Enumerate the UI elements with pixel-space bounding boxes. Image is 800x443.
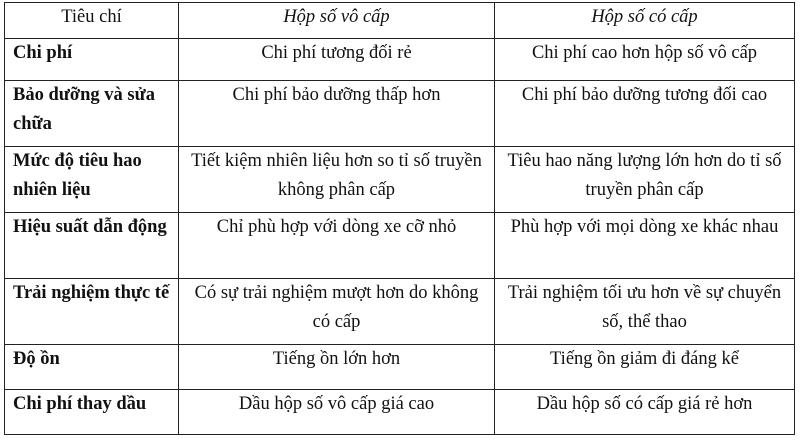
row-cvt-noise: Tiếng ồn lớn hơn — [179, 345, 495, 390]
row-cvt-experience: Có sự trải nghiệm mượt hơn do không có cấp — [179, 279, 495, 345]
row-criteria-oil-change: Chi phí thay dầu — [5, 390, 179, 435]
row-cvt-maintenance: Chi phí bảo dưỡng thấp hơn — [179, 81, 495, 147]
row-cvt-oil-change: Dầu hộp số vô cấp giá cao — [179, 390, 495, 435]
row-geared-experience: Trải nghiệm tối ưu hơn về sự chuyển số, thể thao — [495, 279, 795, 345]
header-criteria: Tiêu chí — [5, 3, 179, 39]
row-cvt-cost: Chi phí tương đối rẻ — [179, 39, 495, 81]
row-geared-fuel: Tiêu hao năng lượng lớn hơn do tỉ số truyền phân cấp — [495, 147, 795, 213]
table-row — [5, 39, 795, 81]
row-criteria-experience: Trải nghiệm thực tế — [5, 279, 179, 345]
row-cvt-performance: Chỉ phù hợp với dòng xe cỡ nhỏ — [179, 213, 495, 279]
row-cvt-fuel: Tiết kiệm nhiên liệu hơn so tỉ số truyền không phân cấp — [179, 147, 495, 213]
row-criteria-fuel: Mức độ tiêu hao nhiên liệu — [5, 147, 179, 213]
row-criteria-cost: Chi phí — [5, 39, 179, 81]
table-row — [5, 213, 795, 279]
table-row — [5, 279, 795, 345]
table-row — [5, 390, 795, 435]
row-geared-noise: Tiếng ồn giảm đi đáng kể — [495, 345, 795, 390]
table-row — [5, 147, 795, 213]
comparison-table — [4, 2, 795, 435]
row-geared-cost: Chi phí cao hơn hộp số vô cấp — [495, 39, 795, 81]
row-criteria-maintenance: Bảo dưỡng và sửa chữa — [5, 81, 179, 147]
table-row — [5, 345, 795, 390]
row-geared-performance: Phù hợp với mọi dòng xe khác nhau — [495, 213, 795, 279]
row-geared-maintenance: Chi phí bảo dưỡng tương đối cao — [495, 81, 795, 147]
table-header-row — [5, 3, 795, 39]
header-geared: Hộp số có cấp — [495, 3, 795, 39]
table-row — [5, 81, 795, 147]
header-cvt: Hộp số vô cấp — [179, 3, 495, 39]
row-criteria-noise: Độ ồn — [5, 345, 179, 390]
row-criteria-performance: Hiệu suất dẫn động — [5, 213, 179, 279]
row-geared-oil-change: Dầu hộp số có cấp giá rẻ hơn — [495, 390, 795, 435]
